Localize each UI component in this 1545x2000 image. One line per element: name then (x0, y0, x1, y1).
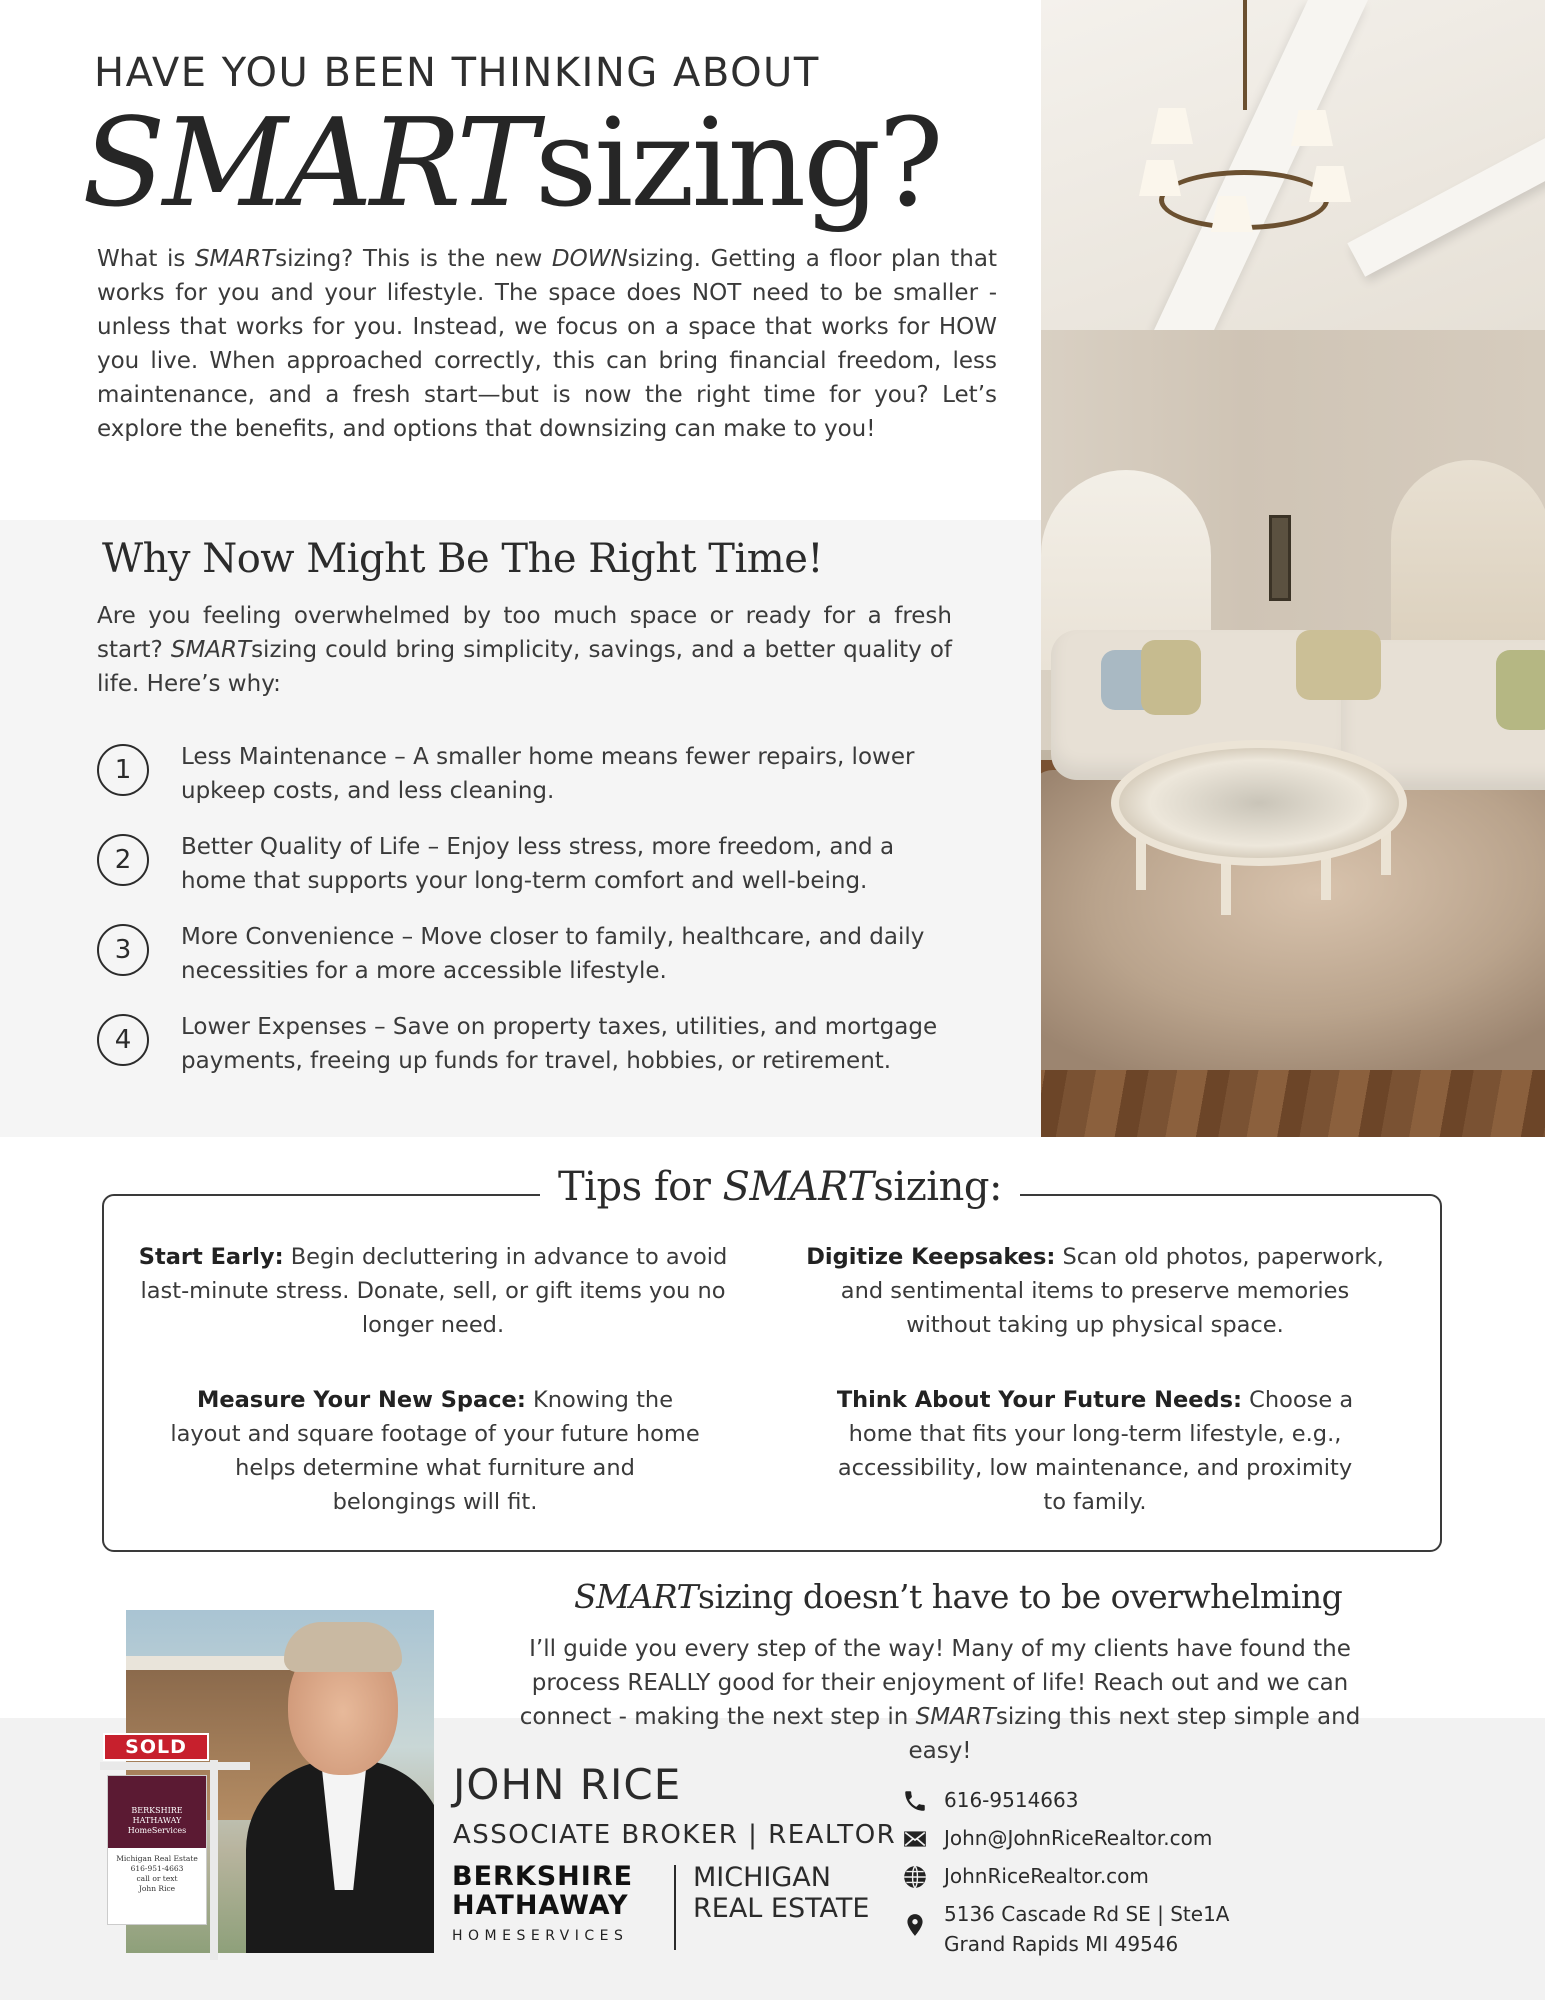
reason-text: Less Maintenance – A smaller home means fewer repairs, lower upkeep costs, and less cleaning. (181, 744, 915, 804)
intro-paragraph: What is SMARTsizing? This is the new DOWNsizing. Getting a floor plan that works for you and your lifestyle. The space does NOT need to be smaller - unless that works for you. Instead, we focus on a space that works for HOW you live. When approached correctly, this can bring financial freedom, less maintenance, and a fresh start—but is now the right time for you? Let’s explore the benefits, and options that downsizing can make to you! (97, 246, 997, 442)
reason-item (97, 1010, 937, 1114)
website-text: JohnRiceRealtor.com (944, 1864, 1149, 1888)
location-pin-icon (902, 1912, 928, 1938)
brand-logo-wordmark: BERKSHIRE HATHAWAY (452, 1861, 634, 1921)
reason-text: Better Quality of Life – Enjoy less stress, more freedom, and a home that supports your long-term comfort and well-being. (181, 834, 895, 894)
why-section-title: Why Now Might Be The Right Time! (102, 536, 823, 582)
address-line-2: Grand Rapids MI 49546 (944, 1932, 1179, 1956)
globe-icon (902, 1864, 928, 1890)
email-text: John@JohnRiceRealtor.com (944, 1826, 1213, 1850)
tip-text: Begin decluttering in advance to avoid last-minute stress. Donate, sell, or gift items you no longer need. (140, 1244, 728, 1338)
kicker-heading: HAVE YOU BEEN THINKING ABOUT (94, 50, 820, 96)
reason-item (97, 740, 937, 810)
yard-sign-board: BERKSHIRE HATHAWAY HomeServices Michigan Real Estate 616-951-4663 call or text John Rice (107, 1775, 207, 1925)
tip-item (138, 1240, 728, 1342)
email-icon (902, 1826, 928, 1852)
reason-text: Lower Expenses – Save on property taxes, utilities, and mortgage payments, freeing up funds for travel, hobbies, or retirement. (181, 1014, 938, 1074)
tip-item (170, 1383, 700, 1519)
agent-name: JOHN RICE (453, 1760, 682, 1809)
closing-paragraph: I’ll guide you every step of the way! Many of my clients have found the process REALLY good for their enjoyment of life! Reach out and we can connect - making the next step in SMARTsizing this next step simple and easy! (519, 1636, 1361, 1764)
reason-number-badge: 1 (97, 744, 149, 796)
closing-title: SMARTsizing doesn’t have to be overwhelming (574, 1577, 1343, 1616)
tip-item (835, 1383, 1355, 1519)
tips-title: Tips for SMARTsizing: (540, 1164, 1020, 1210)
reason-number-badge: 4 (97, 1014, 149, 1066)
phone-text: 616-9514663 (944, 1788, 1079, 1812)
tip-text: Knowing the layout and square footage of your future home helps determine what furniture and belongings will fit. (170, 1387, 700, 1515)
tip-text: Scan old photos, paperwork, and sentimental items to preserve memories without taking up physical space. (840, 1244, 1384, 1338)
brand-divider (674, 1865, 676, 1950)
tip-label: Think About Your Future Needs: (836, 1387, 1242, 1413)
reason-item (97, 830, 937, 900)
sign-post (210, 1760, 218, 1960)
agent-title: ASSOCIATE BROKER | REALTOR (453, 1820, 897, 1850)
reason-item (97, 920, 937, 990)
why-section-intro: Are you feeling overwhelmed by too much space or ready for a fresh start? SMARTsizing could bring simplicity, savings, and a better quality of life. Here’s why: (97, 603, 952, 697)
tip-label: Digitize Keepsakes: (806, 1244, 1056, 1270)
living-room-photo (1041, 0, 1545, 1137)
brand-subtitle: HOMESERVICES (452, 1928, 629, 1944)
reason-number-badge: 2 (97, 834, 149, 886)
tip-text: Choose a home that fits your long-term lifestyle, e.g., accessibility, low maintenance, and proximity to family. (837, 1387, 1354, 1515)
phone-icon (902, 1788, 928, 1814)
brand-region: MICHIGAN REAL ESTATE (693, 1862, 870, 1924)
address-line-1: 5136 Cascade Rd SE | Ste1A (944, 1902, 1230, 1926)
headline-rest: sizing? (534, 92, 941, 234)
sign-arm (100, 1762, 250, 1770)
headline-italic: SMART (82, 92, 535, 234)
sold-sign: SOLD (103, 1733, 209, 1761)
reason-text: More Convenience – Move closer to family, healthcare, and daily necessities for a more accessible lifestyle. (181, 924, 925, 984)
reason-number-badge: 3 (97, 924, 149, 976)
main-headline (82, 92, 941, 234)
tip-label: Start Early: (138, 1244, 284, 1270)
tip-label: Measure Your New Space: (196, 1387, 526, 1413)
tip-item (800, 1240, 1390, 1342)
